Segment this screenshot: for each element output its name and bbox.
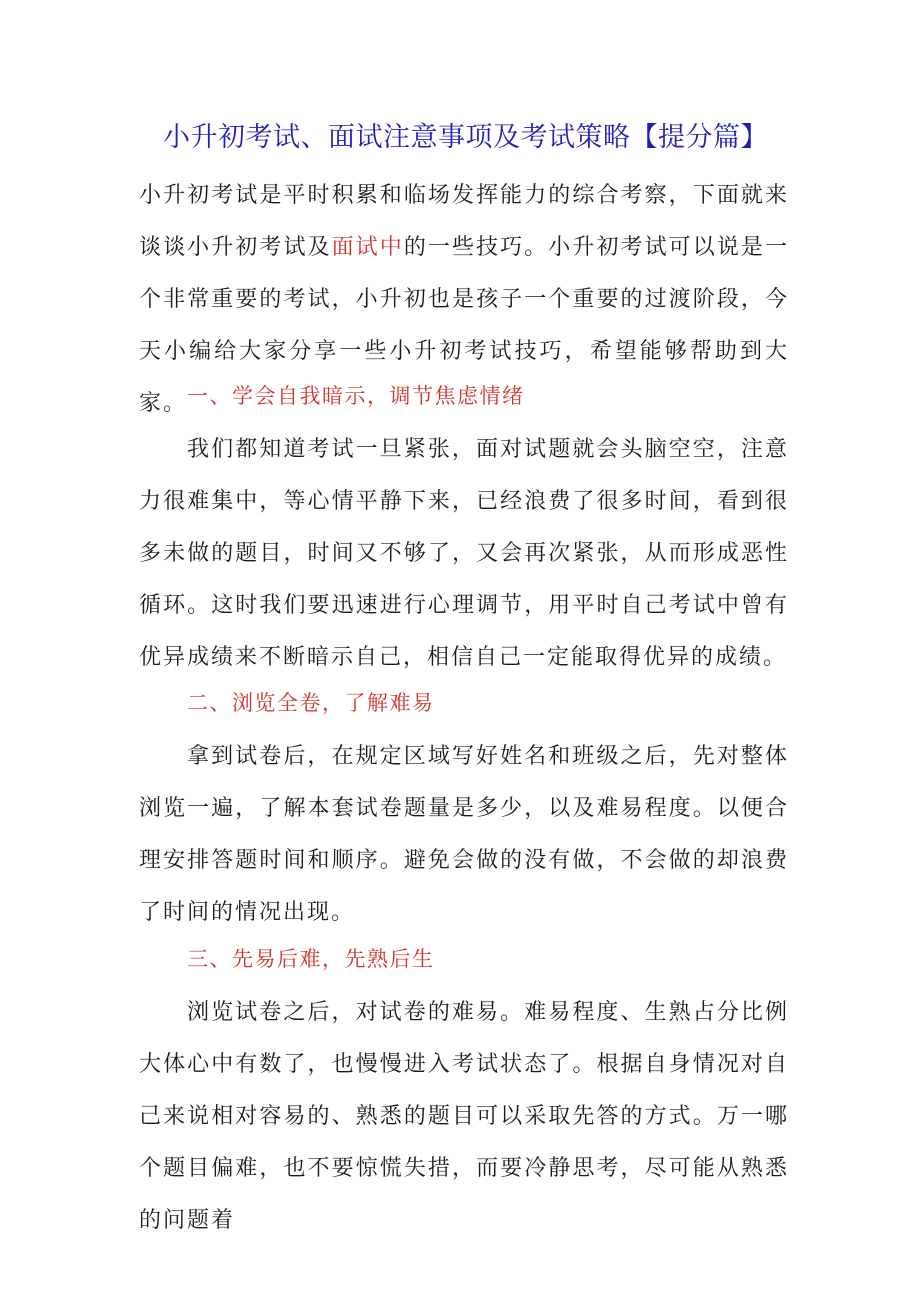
document-title: 小升初考试、面试注意事项及考试策略【提分篇】 <box>163 122 768 153</box>
section-heading-3: 三、先易后难，先熟后生 <box>187 947 435 971</box>
intro-text-end: 的一些技巧。小升初考试可以说是一个非常重要的考试，小升初也是孩子一个重要的过渡阶段，今天小编给大家分享一些小升初考试技巧，希望能够帮助到大家。 <box>139 235 789 416</box>
section-heading-2: 二、浏览全卷，了解难易 <box>187 691 435 715</box>
section-heading-1: 一、学会自我暗示，调节焦虑情绪 <box>187 384 525 408</box>
intro-text-start: 小升初考试是平时积累和临场发挥能力的综合考察，下面就来谈谈小升初考试及 <box>139 183 789 260</box>
section-body-2: 拿到试卷后，在规定区域写好姓名和班级之后，先对整体浏览一遍，了解本套试卷题量是多少，以及难易程度。以便合理安排答题时间和顺序。避免会做的没有做，不会做的却浪费了时间的情况出现。 <box>139 744 789 925</box>
section-body-3: 浏览试卷之后，对试卷的难易。难易程度、生熟占分比例大体心中有数了，也慢慢进入考试状态了。根据自身情况对自己来说相对容易的、熟悉的题目可以采取先答的方式。万一哪个题目偏难，也不要惊慌失措，而要冷静思考，尽可能从熟悉的问题着 <box>139 1000 789 1233</box>
intro-highlight: 面试中 <box>331 235 404 260</box>
section-body-1: 我们都知道考试一旦紧张，面对试题就会头脑空空，注意力很难集中，等心情平静下来，已经浪费了很多时间，看到很多未做的题目，时间又不够了，又会再次紧张，从而形成恶性循环。这时我们要迅速进行心理调节，用平时自己考试中曾有优异成绩来不断暗示自己，相信自己一定能取得优异的成绩。 <box>139 437 789 670</box>
